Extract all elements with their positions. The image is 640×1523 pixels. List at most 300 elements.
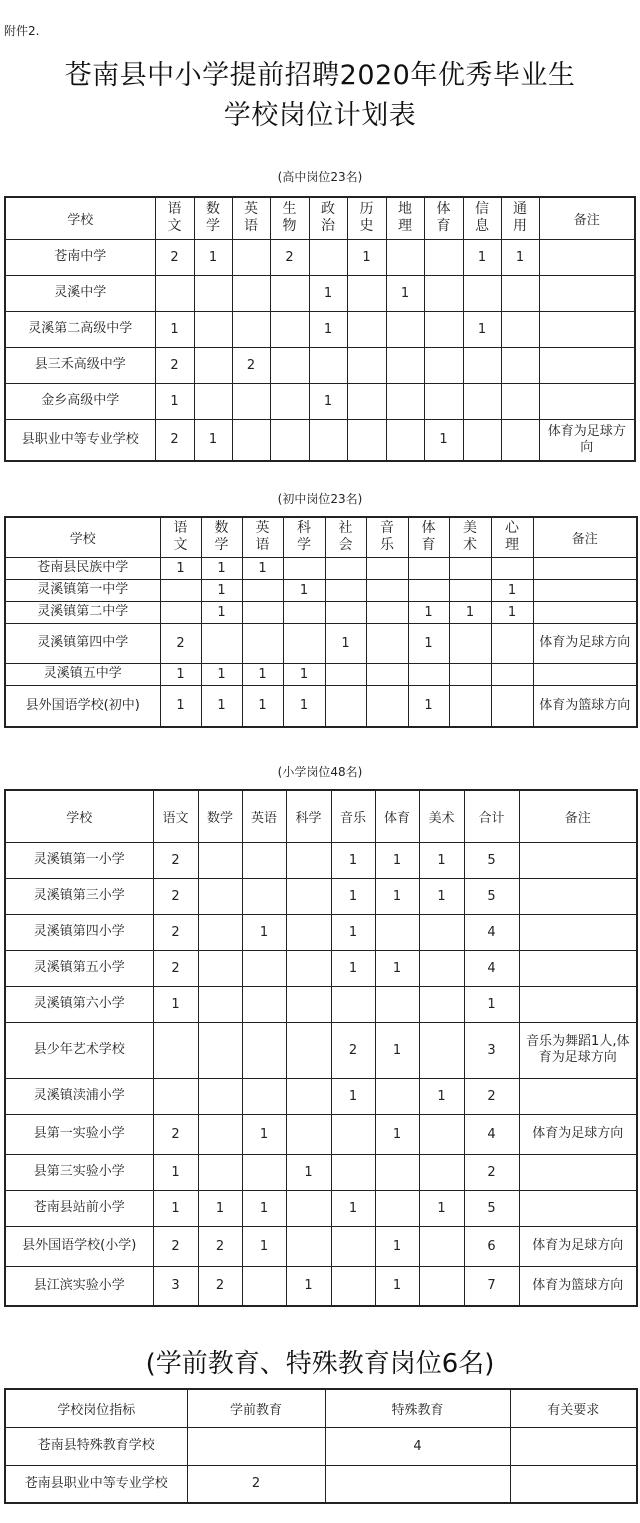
header-row [5,1389,637,1427]
table-row [5,311,635,347]
column-header: 政 治 [309,197,347,239]
count-cell [198,1022,242,1078]
count-cell: 1 [375,1226,419,1266]
table-row [5,1465,637,1503]
column-header: 备注 [539,197,635,239]
count-cell: 1 [491,601,533,623]
count-cell: 1 [198,1190,242,1226]
count-cell [424,311,463,347]
school-name-cell: 县江滨实验小学 [5,1266,153,1306]
count-cell: 2 [153,950,198,986]
column-header: 生 物 [270,197,309,239]
count-cell [386,311,424,347]
column-header: 体 育 [408,517,449,557]
column-header: 地 理 [386,197,424,239]
column-header: 历 史 [347,197,386,239]
count-cell [463,419,501,461]
count-cell [201,623,242,663]
count-cell [286,986,331,1022]
table-row [5,275,635,311]
count-cell: 1 [286,1266,331,1306]
school-name-cell: 灵溪镇五中学 [5,663,160,685]
count-cell: 1 [201,685,242,727]
count-cell: 1 [242,557,283,579]
column-header: 特殊教育 [325,1389,510,1427]
school-name-cell: 灵溪镇第二中学 [5,601,160,623]
column-header: 学校 [5,197,155,239]
count-cell: 1 [153,986,198,1022]
table-row [5,579,637,601]
count-cell [408,579,449,601]
count-cell [325,579,366,601]
count-cell [419,950,464,986]
count-cell: 2 [187,1465,325,1503]
school-name-cell: 苍南县站前小学 [5,1190,153,1226]
school-name-cell: 苍南县职业中等专业学校 [5,1465,187,1503]
school-name-cell: 灵溪镇第三小学 [5,878,153,914]
count-cell [331,1114,375,1154]
count-cell [325,601,366,623]
table-row [5,1022,637,1078]
school-name-cell: 苍南中学 [5,239,155,275]
school-name-cell: 灵溪第二高级中学 [5,311,155,347]
count-cell: 1 [160,663,201,685]
count-cell: 1 [286,1154,331,1190]
table-row [5,419,635,461]
count-cell [408,663,449,685]
note-cell [519,1154,637,1190]
note-cell: 音乐为舞蹈1人,体育为足球方向 [519,1022,637,1078]
note-cell [533,601,637,623]
table-row [5,950,637,986]
column-header: 通 用 [501,197,539,239]
school-name-cell: 灵溪镇渎浦小学 [5,1078,153,1114]
count-cell [232,239,270,275]
column-header: 社 会 [325,517,366,557]
count-cell [242,842,286,878]
count-cell [198,878,242,914]
table-row [5,347,635,383]
table-row [5,842,637,878]
note-cell [519,878,637,914]
count-cell [242,1022,286,1078]
count-cell [242,1078,286,1114]
count-cell [491,685,533,727]
count-cell: 2 [153,878,198,914]
count-cell [286,1226,331,1266]
count-cell [424,239,463,275]
column-header: 数学 [198,790,242,842]
count-cell [187,1427,325,1465]
count-cell [424,383,463,419]
page-title-line1: 苍南县中小学提前招聘2020年优秀毕业生 [64,60,576,91]
count-cell: 1 [419,842,464,878]
count-cell [366,663,408,685]
count-cell: 1 [386,275,424,311]
column-header: 学校岗位指标 [5,1389,187,1427]
count-cell: 3 [464,1022,519,1078]
count-cell [463,383,501,419]
count-cell [242,986,286,1022]
note-cell [533,557,637,579]
count-cell [375,914,419,950]
count-cell [309,239,347,275]
count-cell [153,1078,198,1114]
special-education-caption: (学前教育、特殊教育岗位6名) [145,1349,495,1379]
note-cell [519,986,637,1022]
count-cell [242,623,283,663]
count-cell [366,685,408,727]
column-header: 学校 [5,790,153,842]
count-cell: 2 [198,1266,242,1306]
count-cell: 1 [464,986,519,1022]
count-cell: 1 [419,878,464,914]
count-cell [331,1154,375,1190]
count-cell [198,986,242,1022]
count-cell [463,275,501,311]
column-header: 美术 [419,790,464,842]
count-cell: 4 [464,914,519,950]
count-cell [286,914,331,950]
note-cell [539,275,635,311]
count-cell: 4 [325,1427,510,1465]
school-name-cell: 灵溪镇第四中学 [5,623,160,663]
count-cell [286,842,331,878]
column-header: 语文 [153,790,198,842]
count-cell [198,1078,242,1114]
table-row [5,383,635,419]
count-cell: 1 [242,685,283,727]
table-row [5,878,637,914]
header-row [5,197,635,239]
column-header: 语 文 [155,197,194,239]
count-cell [491,663,533,685]
count-cell [194,347,232,383]
count-cell: 1 [160,557,201,579]
count-cell: 4 [464,1114,519,1154]
count-cell [155,275,194,311]
column-header: 语 文 [160,517,201,557]
column-header: 音 乐 [366,517,408,557]
note-cell: 体育为足球方向 [519,1114,637,1154]
count-cell [419,1226,464,1266]
column-header: 合计 [464,790,519,842]
middle-school-caption: (初中岗位23名) [277,492,363,506]
count-cell: 1 [331,842,375,878]
count-cell: 1 [283,685,325,727]
primary-school-caption: (小学岗位48名) [277,765,363,779]
count-cell [198,842,242,878]
count-cell [463,347,501,383]
school-name-cell: 灵溪镇第一小学 [5,842,153,878]
high-school-table [4,196,636,462]
note-cell [539,383,635,419]
column-header: 音乐 [331,790,375,842]
count-cell [347,347,386,383]
count-cell [242,601,283,623]
count-cell: 1 [242,1114,286,1154]
table-row [5,914,637,950]
count-cell [270,311,309,347]
header-row [5,517,637,557]
count-cell [366,623,408,663]
school-name-cell: 灵溪镇第六小学 [5,986,153,1022]
count-cell: 1 [375,1266,419,1306]
count-cell: 1 [501,239,539,275]
count-cell: 1 [242,1226,286,1266]
special-education-table [4,1388,638,1504]
note-cell [519,842,637,878]
count-cell: 2 [270,239,309,275]
count-cell: 1 [463,311,501,347]
count-cell [270,347,309,383]
count-cell [449,685,491,727]
count-cell: 2 [464,1154,519,1190]
column-header: 备注 [533,517,637,557]
middle-school-table [4,516,638,728]
page-title-line2: 学校岗位计划表 [223,100,417,131]
school-name-cell: 苍南县特殊教育学校 [5,1427,187,1465]
attachment-label: 附件2. [4,24,40,38]
note-cell: 体育为篮球方向 [533,685,637,727]
count-cell [331,1226,375,1266]
count-cell: 2 [155,347,194,383]
count-cell: 1 [155,383,194,419]
column-header: 学校 [5,517,160,557]
count-cell [375,1154,419,1190]
count-cell: 1 [491,579,533,601]
count-cell: 2 [232,347,270,383]
count-cell: 1 [347,239,386,275]
school-name-cell: 灵溪中学 [5,275,155,311]
count-cell [270,383,309,419]
school-name-cell: 县第三实验小学 [5,1154,153,1190]
count-cell [270,419,309,461]
note-cell [510,1427,637,1465]
count-cell: 1 [153,1154,198,1190]
count-cell: 1 [201,663,242,685]
count-cell: 1 [375,1114,419,1154]
count-cell [424,275,463,311]
note-cell [519,914,637,950]
table-row [5,1190,637,1226]
count-cell [242,878,286,914]
count-cell [501,419,539,461]
count-cell: 1 [375,878,419,914]
count-cell [325,1465,510,1503]
count-cell [386,347,424,383]
count-cell [408,557,449,579]
column-header: 英 语 [232,197,270,239]
header-row [5,790,637,842]
column-header: 科学 [286,790,331,842]
count-cell: 2 [153,1114,198,1154]
table-row [5,1226,637,1266]
count-cell: 1 [419,1078,464,1114]
count-cell: 1 [201,579,242,601]
count-cell: 4 [464,950,519,986]
count-cell: 1 [283,663,325,685]
count-cell [194,275,232,311]
note-cell: 体育为篮球方向 [519,1266,637,1306]
note-cell [539,311,635,347]
note-cell [519,1078,637,1114]
count-cell [419,1266,464,1306]
count-cell [198,1154,242,1190]
count-cell: 2 [153,842,198,878]
count-cell [286,878,331,914]
column-header: 有关要求 [510,1389,637,1427]
column-header: 备注 [519,790,637,842]
count-cell [160,579,201,601]
count-cell: 1 [153,1190,198,1226]
count-cell [286,950,331,986]
count-cell: 6 [464,1226,519,1266]
count-cell [491,557,533,579]
count-cell: 1 [375,842,419,878]
count-cell: 1 [375,950,419,986]
count-cell: 1 [331,878,375,914]
count-cell: 5 [464,878,519,914]
count-cell [286,1078,331,1114]
note-cell: 体育为足球方向 [519,1226,637,1266]
count-cell [232,275,270,311]
count-cell [375,1190,419,1226]
count-cell [232,311,270,347]
column-header: 英语 [242,790,286,842]
count-cell [449,557,491,579]
count-cell: 1 [408,623,449,663]
count-cell: 2 [198,1226,242,1266]
count-cell [283,601,325,623]
column-header: 美 术 [449,517,491,557]
count-cell: 1 [408,685,449,727]
count-cell: 1 [331,1190,375,1226]
note-cell [510,1465,637,1503]
count-cell [242,950,286,986]
count-cell [366,601,408,623]
count-cell [366,557,408,579]
high-school-caption: (高中岗位23名) [277,170,363,184]
count-cell: 1 [201,557,242,579]
count-cell [501,311,539,347]
count-cell [309,419,347,461]
count-cell [386,239,424,275]
column-header: 体 育 [424,197,463,239]
note-cell: 体育为足球方向 [539,419,635,461]
school-name-cell: 灵溪镇第五小学 [5,950,153,986]
count-cell [386,383,424,419]
school-name-cell: 县外国语学校(小学) [5,1226,153,1266]
count-cell [325,663,366,685]
count-cell [309,347,347,383]
count-cell [419,1022,464,1078]
count-cell: 1 [160,685,201,727]
note-cell [533,579,637,601]
count-cell: 1 [331,914,375,950]
count-cell [501,347,539,383]
table-row [5,1427,637,1465]
column-header: 心 理 [491,517,533,557]
count-cell [366,579,408,601]
count-cell [501,275,539,311]
count-cell [449,663,491,685]
count-cell [242,1266,286,1306]
table-row [5,601,637,623]
count-cell [331,1266,375,1306]
count-cell: 2 [153,914,198,950]
table-row [5,663,637,685]
count-cell [419,986,464,1022]
note-cell [533,663,637,685]
count-cell: 1 [201,601,242,623]
count-cell [198,914,242,950]
count-cell: 2 [331,1022,375,1078]
count-cell [347,311,386,347]
count-cell: 1 [242,1190,286,1226]
count-cell: 5 [464,842,519,878]
count-cell [283,623,325,663]
school-name-cell: 灵溪镇第四小学 [5,914,153,950]
count-cell [270,275,309,311]
school-name-cell: 金乡高级中学 [5,383,155,419]
count-cell [286,1114,331,1154]
column-header: 信 息 [463,197,501,239]
table-row [5,685,637,727]
school-name-cell: 县少年艺术学校 [5,1022,153,1078]
note-cell [539,239,635,275]
count-cell: 1 [194,239,232,275]
note-cell [519,1190,637,1226]
table-row [5,1114,637,1154]
count-cell [419,914,464,950]
school-name-cell: 灵溪镇第一中学 [5,579,160,601]
count-cell: 1 [309,383,347,419]
count-cell: 2 [464,1078,519,1114]
count-cell: 1 [242,914,286,950]
count-cell [242,579,283,601]
count-cell: 1 [375,1022,419,1078]
count-cell [153,1022,198,1078]
count-cell: 1 [419,1190,464,1226]
note-cell: 体育为足球方向 [533,623,637,663]
school-name-cell: 县第一实验小学 [5,1114,153,1154]
count-cell [325,557,366,579]
count-cell: 1 [309,311,347,347]
column-header: 科 学 [283,517,325,557]
count-cell [419,1114,464,1154]
note-cell [519,950,637,986]
count-cell [424,347,463,383]
count-cell: 7 [464,1266,519,1306]
count-cell [449,579,491,601]
column-header: 数 学 [201,517,242,557]
count-cell: 2 [155,239,194,275]
table-row [5,623,637,663]
count-cell: 1 [242,663,283,685]
count-cell: 3 [153,1266,198,1306]
school-name-cell: 县职业中等专业学校 [5,419,155,461]
count-cell: 1 [194,419,232,461]
count-cell [347,275,386,311]
count-cell [242,1154,286,1190]
count-cell [449,623,491,663]
table-row [5,239,635,275]
table-row [5,986,637,1022]
column-header: 英 语 [242,517,283,557]
note-cell [539,347,635,383]
count-cell: 2 [160,623,201,663]
